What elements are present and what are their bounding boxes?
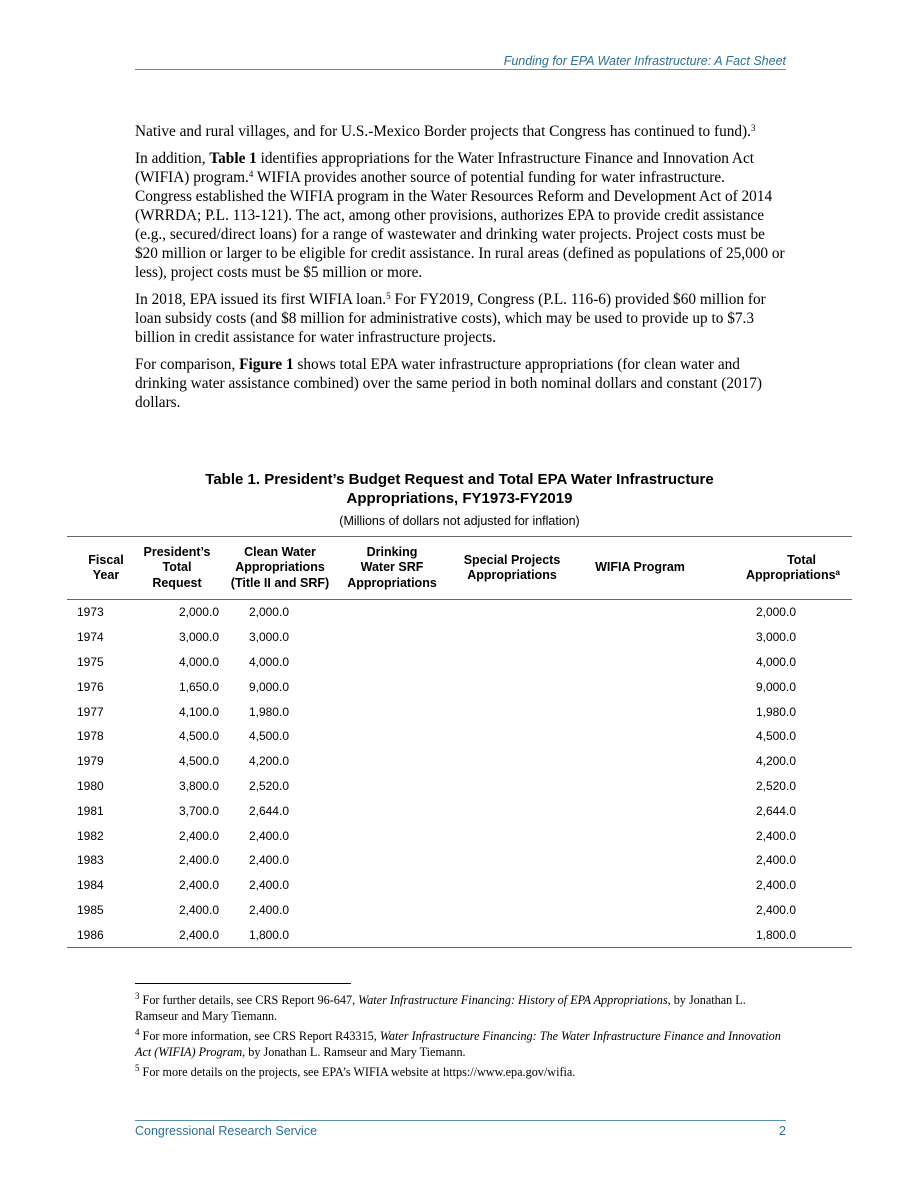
cell-wifia — [573, 798, 707, 823]
table-1-ref: Table 1 — [209, 150, 257, 167]
cell-presidents-request: 2,400.0 — [178, 853, 219, 868]
footnote-ref-5[interactable]: 5 — [386, 291, 391, 301]
cell-clean-water: 2,400.0 — [248, 902, 289, 917]
cell-special-projects — [451, 873, 573, 898]
table-subtitle: (Millions of dollars not adjusted for inflation) — [339, 514, 580, 528]
cell-drinking-water — [333, 774, 451, 799]
footnote-rule — [135, 983, 351, 984]
table-header-row — [67, 537, 852, 600]
cell-special-projects — [451, 823, 573, 848]
table-row — [67, 600, 852, 625]
cell-special-projects — [451, 774, 573, 799]
cell-wifia — [573, 898, 707, 923]
cell-drinking-water — [333, 848, 451, 873]
col-fiscal-year: Fiscal Year — [67, 537, 135, 600]
cell-total: 2,400.0 — [755, 853, 796, 868]
footer-rule — [135, 1120, 786, 1121]
cell-total: 4,500.0 — [755, 729, 796, 744]
cell-clean-water: 2,644.0 — [248, 803, 289, 818]
cell-clean-water: 2,000.0 — [248, 605, 289, 620]
paragraph-1: Native and rural villages, and for U.S.-Mexico Border projects that Congress has continued to fund).$^3$ — [135, 123, 756, 140]
table-row — [67, 650, 852, 675]
table-row — [67, 749, 852, 774]
cell-presidents-request: 3,700.0 — [178, 803, 219, 818]
paragraph-2: In addition, Table 1 identifies appropriations for the Water Infrastructure Finance and Innovation Act (WIFIA) program.$^4$ WIFIA provides another source of potential funding for water infrastructure. Congress established the WIFIA program in the Water Resources Reform and Development Act of 2014 (WRRDA; P.L. 113-121). The act, among other provisions, authorizes EPA to provide credit assistance (e.g., secured/direct loans) for a range of wastewater and drinking water projects. Project costs must be $20 million or larger to be eligible for credit assistance. In rural areas (defined as populations of 25,000 or less), project costs must be $5 million or more. — [135, 150, 785, 281]
cell-total: 2,000.0 — [755, 605, 796, 620]
cell-drinking-water — [333, 724, 451, 749]
cell-drinking-water — [333, 898, 451, 923]
table-row — [67, 798, 852, 823]
cell-total: 2,400.0 — [755, 902, 796, 917]
cell-total: 2,644.0 — [755, 803, 796, 818]
cell-drinking-water — [333, 699, 451, 724]
table-row — [67, 848, 852, 873]
cell-drinking-water — [333, 674, 451, 699]
cell-special-projects — [451, 724, 573, 749]
cell-clean-water: 4,200.0 — [248, 754, 289, 769]
cell-wifia — [573, 650, 707, 675]
cell-special-projects — [451, 650, 573, 675]
cell-presidents-request: 2,400.0 — [135, 922, 227, 947]
cell-year: 1980 — [77, 778, 104, 793]
figure-1-ref: Figure 1 — [239, 356, 294, 373]
footnote-ref-4[interactable]: 4 — [248, 169, 254, 179]
cell-presidents-request: 4,500.0 — [178, 754, 219, 769]
cell-drinking-water — [333, 922, 451, 947]
col-drinking-water: Drinking Water SRF Appropriations — [333, 537, 451, 600]
cell-total: 2,400.0 — [755, 828, 796, 843]
paragraph-3: In 2018, EPA issued its first WIFIA loan.$^5$ For FY2019, Congress (P.L. 116-6) provided $60 million for loan subsidy costs (and $8 million for administrative costs), which may be used to provide up to $7.3 billion in credit assistance for water infrastructure projects. — [135, 291, 766, 346]
cell-year: 1983 — [77, 853, 104, 868]
running-header: Funding for EPA Water Infrastructure: A Fact Sheet — [503, 54, 786, 68]
footnote-3: $^3$ For further details, see CRS Report 96-647, Water Infrastructure Financing: History of EPA Appropriations, by Jonathan L. Ramseur and Mary Tiemann. — [135, 991, 746, 1023]
col-wifia: WIFIA Program — [573, 537, 707, 600]
cell-presidents-request: 2,400.0 — [178, 902, 219, 917]
page-footer — [135, 1124, 786, 1138]
cell-year: 1974 — [77, 630, 104, 645]
cell-special-projects — [451, 798, 573, 823]
table-row — [67, 898, 852, 923]
cell-special-projects — [451, 898, 573, 923]
cell-total: 4,000.0 — [755, 654, 796, 669]
cell-year: 1978 — [77, 729, 104, 744]
cell-presidents-request: 2,400.0 — [178, 878, 219, 893]
cell-wifia — [573, 873, 707, 898]
col-presidents-request: President’s Total Request — [135, 537, 227, 600]
cell-special-projects — [451, 749, 573, 774]
cell-clean-water: 4,000.0 — [248, 654, 289, 669]
table-row — [67, 674, 852, 699]
table-row — [67, 724, 852, 749]
cell-total: 2,400.0 — [755, 878, 796, 893]
col-special-projects: Special Projects Appropriations — [451, 537, 573, 600]
cell-wifia — [573, 674, 707, 699]
cell-special-projects — [451, 674, 573, 699]
cell-presidents-request: 3,800.0 — [178, 778, 219, 793]
cell-total: 4,200.0 — [755, 754, 796, 769]
cell-clean-water: 9,000.0 — [248, 679, 289, 694]
cell-presidents-request: 1,650.0 — [178, 679, 219, 694]
cell-clean-water: 2,520.0 — [248, 778, 289, 793]
cell-total: 1,800.0 — [707, 922, 852, 947]
cell-special-projects — [451, 699, 573, 724]
table-row — [67, 774, 852, 799]
col-total: Total Appropriations$^a$ — [707, 537, 852, 600]
cell-drinking-water — [333, 749, 451, 774]
cell-year: 1985 — [77, 902, 104, 917]
cell-total: 1,980.0 — [755, 704, 796, 719]
cell-year: 1984 — [77, 878, 104, 893]
paragraph-4: For comparison, Figure 1 shows total EPA water infrastructure appropriations (for clean water and drinking water assistance combined) over the same period in both nominal dollars and constant (2017) dollars. — [135, 356, 763, 411]
cell-total: 3,000.0 — [755, 630, 796, 645]
cell-presidents-request: 2,000.0 — [178, 605, 219, 620]
table-row — [67, 823, 852, 848]
cell-year: 1976 — [77, 679, 104, 694]
cell-drinking-water — [333, 823, 451, 848]
cell-special-projects — [451, 600, 573, 625]
footnote-ref-3[interactable]: 3 — [750, 123, 756, 133]
table-note-ref-a[interactable]: a — [835, 568, 840, 577]
table-row — [67, 922, 852, 947]
table-title: Table 1. President’s Budget Request and Total EPA Water Infrastructure Appropriations, FY1973-FY2019 — [205, 471, 714, 507]
cell-year: 1981 — [77, 803, 104, 818]
cell-wifia — [573, 848, 707, 873]
cell-drinking-water — [333, 873, 451, 898]
body-text — [135, 122, 785, 420]
cell-clean-water: 2,400.0 — [248, 853, 289, 868]
cell-total: 2,520.0 — [755, 778, 796, 793]
cell-presidents-request: 2,400.0 — [178, 828, 219, 843]
cell-wifia — [573, 922, 707, 947]
cell-clean-water: 2,400.0 — [248, 878, 289, 893]
cell-special-projects — [451, 848, 573, 873]
footnote-5: $^5$ For more details on the projects, see EPA’s WIFIA website at https://www.epa.gov/wifia. — [135, 1063, 576, 1079]
cell-drinking-water — [333, 625, 451, 650]
cell-year: 1975 — [77, 654, 104, 669]
cell-wifia — [573, 600, 707, 625]
cell-wifia — [573, 724, 707, 749]
cell-presidents-request: 4,000.0 — [178, 654, 219, 669]
cell-wifia — [573, 625, 707, 650]
cell-presidents-request: 4,100.0 — [178, 704, 219, 719]
cell-special-projects — [451, 625, 573, 650]
page-number: 2 — [779, 1124, 786, 1138]
cell-drinking-water — [333, 798, 451, 823]
footnote-4: $^4$ For more information, see CRS Report R43315, Water Infrastructure Financing: The Water Infrastructure Finance and Innovation Act (WIFIA) Program, by Jonathan L. Ramseur and Mary Tiemann. — [135, 1027, 781, 1059]
footer-org: Congressional Research Service — [135, 1124, 318, 1138]
cell-clean-water: 1,800.0 — [227, 922, 333, 947]
footnotes — [135, 992, 785, 1084]
cell-clean-water: 2,400.0 — [248, 828, 289, 843]
cell-year: 1982 — [77, 828, 104, 843]
cell-wifia — [573, 749, 707, 774]
cell-wifia — [573, 823, 707, 848]
cell-year: 1977 — [77, 704, 104, 719]
cell-presidents-request: 3,000.0 — [178, 630, 219, 645]
cell-special-projects — [451, 922, 573, 947]
cell-presidents-request: 4,500.0 — [178, 729, 219, 744]
cell-drinking-water — [333, 650, 451, 675]
table-row — [67, 699, 852, 724]
cell-year: 1979 — [77, 754, 104, 769]
cell-total: 9,000.0 — [755, 679, 796, 694]
cell-clean-water: 1,980.0 — [248, 704, 289, 719]
col-clean-water: Clean Water Appropriations (Title II and SRF) — [227, 537, 333, 600]
appropriations-table — [67, 536, 852, 948]
cell-year: 1973 — [77, 605, 104, 620]
cell-year: 1986 — [67, 922, 135, 947]
table-row — [67, 873, 852, 898]
cell-wifia — [573, 774, 707, 799]
cell-wifia — [573, 699, 707, 724]
cell-clean-water: 3,000.0 — [248, 630, 289, 645]
table-row — [67, 625, 852, 650]
header-rule — [135, 69, 786, 70]
cell-clean-water: 4,500.0 — [248, 729, 289, 744]
cell-drinking-water — [333, 600, 451, 625]
